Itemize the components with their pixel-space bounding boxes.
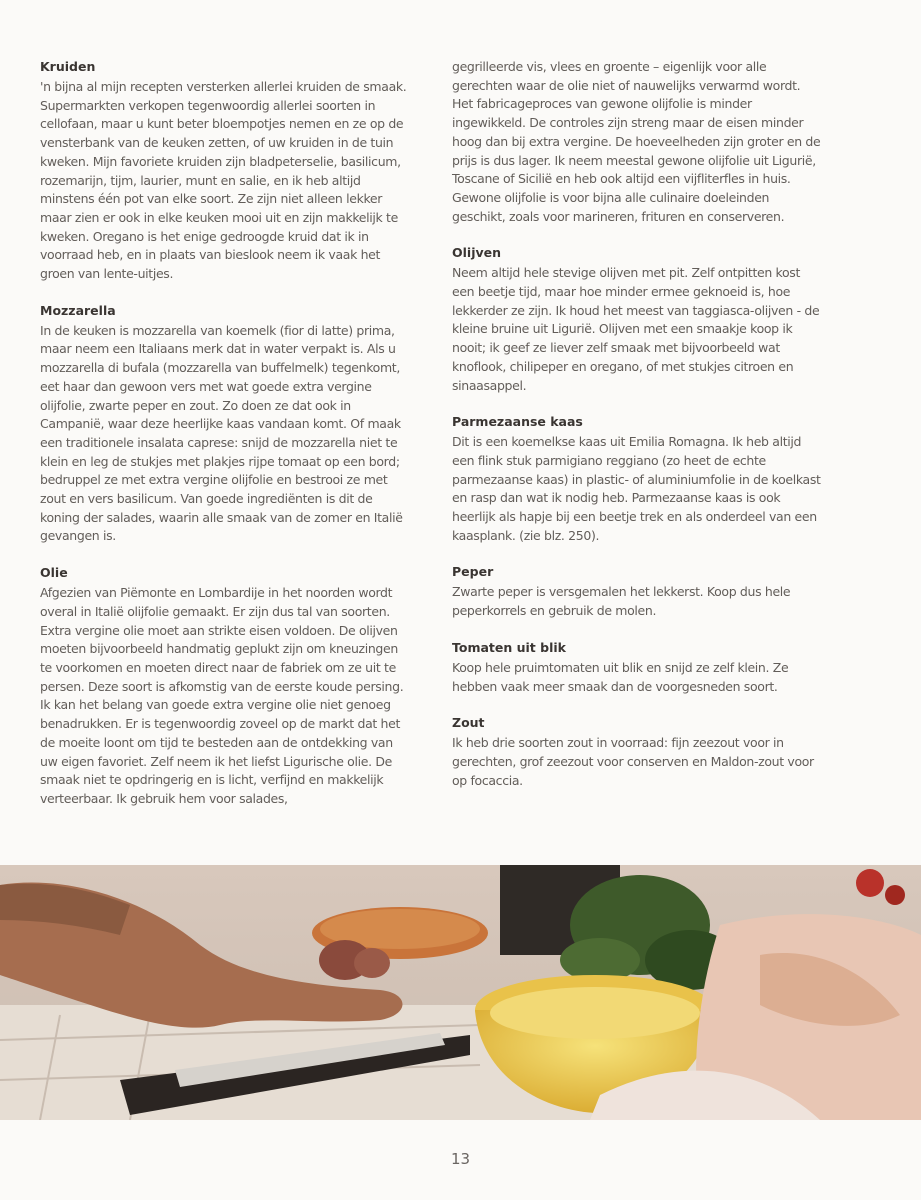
section-body: Ik kan het belang van goede extra vergine olie niet genoeg benadrukken. Er is tegenwoordig zoveel op de markt dat het de moeite loont om tijd te besteden aan de ontdekking van uw eigen favoriet. Zelf neem ik het liefst Ligurische olie. De smaak niet te opdringerig en is licht, verfijnd en makkelijk verteerbaar. Ik gebruik hem voor salades,: [40, 697, 401, 806]
left-column: [40, 58, 410, 827]
section-body: In de keuken is mozzarella van koemelk (fior di latte) prima, maar neem een Italiaans merk dat in water verpakt is. Als u mozzarella di bufala (mozzarella van buffelmelk) tegenkomt, eet haar dan gewoon vers met wat goede extra vergine olijfolie, zwarte peper en zout. Zo doen ze dat ook in Campanië, waar deze heerlijke kaas vandaan komt. Of maak een traditionele insalata caprese: snijd de mozzarella niet te klein en leg de stukjes met plakjes rijpe tomaat op een bord; bedruppel ze met extra vergine olijfolie en bestrooi ze met zout en vers basilicum. Van goede ingrediënten is dit de koning der salades, waarin alle smaak van de zomer en Italië gevangen is.: [40, 322, 403, 544]
page-number: 13: [450, 1150, 471, 1168]
section-heading: Kruiden: [40, 59, 96, 74]
section-heading: Parmezaanse kaas: [452, 414, 583, 430]
kitchen-photo: [0, 865, 921, 1120]
section-body: Ik heb drie soorten zout in voorraad: fijn zeezout voor in gerechten, grof zeezout voor conserven en Maldon-zout voor op focaccia.: [452, 735, 814, 788]
section-olie-continued: [452, 58, 822, 226]
section-body: 'n bijna al mijn recepten versterken allerlei kruiden de smaak. Supermarkten verkopen tegenwoordig allerlei soorten in cellofaan, maar u kunt beter bloempotjes nemen en ze op de vensterbank van de keuken zetten, of uw kruiden in de tuin kweken. Mijn favoriete kruiden zijn bladpeterselie, basilicum, rozemarijn, tijm, laurier, munt en salie, en ik heb altijd minstens één pot van elke soort. Ze zijn niet alleen lekker maar zien er ook in elke keuken mooi uit en zijn makkelijk te kweken. Oregano is het enige gedroogde kruid dat ik in voorraad heb, en in plaats van bieslook neem ik vaak het groen van lente-uitjes.: [40, 79, 407, 282]
section-heading: Peper: [452, 564, 494, 580]
section-heading: Tomaten uit blik: [452, 639, 566, 655]
section-mozzarella: [40, 302, 410, 546]
section-heading: Mozzarella: [40, 302, 116, 318]
section-heading: Zout: [452, 715, 485, 731]
section-heading: Olijven: [452, 245, 502, 261]
section-body: Afgezien van Piëmonte en Lombardije in het noorden wordt overal in Italië olijfolie gemaakt. Er zijn dus tal van soorten. Extra vergine olie moet aan strikte eisen voldoen. De olijven moeten bijvoorbeeld handmatig geplukt zijn om kneuzingen te voorkomen en moeten direct naar de fabriek om ze uit te persen. Deze soort is afkomstig van de eerste koude persing.: [40, 585, 404, 694]
section-parmezaanse-kaas: [452, 413, 822, 545]
section-body: Zwarte peper is versgemalen het lekkerst. Koop dus hele peperkorrels en gebruik de molen.: [452, 584, 791, 619]
section-body: Dit is een koemelkse kaas uit Emilia Romagna. Ik heb altijd een flink stuk parmigiano reggiano (zo heet de echte parmezaanse kaas) in plastic- of aluminiumfolie in de koelkast en rasp dan wat ik nodig heb. Parmezaanse kaas is ook heerlijk als hapje bij een beetje trek en als onderdeel van een kaasplank. (zie blz. 250).: [452, 434, 821, 543]
right-column: [452, 58, 822, 808]
section-body: gegrilleerde vis, vlees en groente – eigenlijk voor alle gerechten waar de olie niet of nauwelijks verwarmd wordt. Het fabricageproces van gewone olijfolie is minder ingewikkeld. De controles zijn streng maar de eisen minder hoog dan bij extra vergine. De hoeveelheden zijn groter en de prijs is dus lager. Ik neem meestal gewone olijfolie uit Ligurië, Toscane of Sicilië en heb ook altijd een vijfliterfles in huis. Gewone olijfolie is voor bijna alle culinaire doeleinden geschikt, zoals voor marineren, frituren en conserveren.: [452, 59, 821, 224]
section-olijven: [452, 244, 822, 395]
section-heading: Olie: [40, 565, 68, 581]
section-body: Koop hele pruimtomaten uit blik en snijd ze zelf klein. Ze hebben vaak meer smaak dan de voorgesneden soort.: [452, 659, 789, 694]
section-kruiden: [40, 58, 410, 284]
section-zout: [452, 714, 822, 790]
section-body: Neem altijd hele stevige olijven met pit. Zelf ontpitten kost een beetje tijd, maar hoe minder ermee geknoeid is, hoe lekkerder ze zijn. Ik houd het meest van taggiasca-olijven - de kleine bruine uit Ligurië. Olijven met een smaakje koop ik nooit; ik geef ze liever zelf smaak met bijvoorbeeld wat knoflook, chilipeper en oregano, of met stukjes citroen en sinaasappel.: [452, 265, 820, 393]
section-tomaten-uit-blik: [452, 639, 822, 696]
section-olie: [40, 564, 410, 808]
section-peper: [452, 563, 822, 620]
